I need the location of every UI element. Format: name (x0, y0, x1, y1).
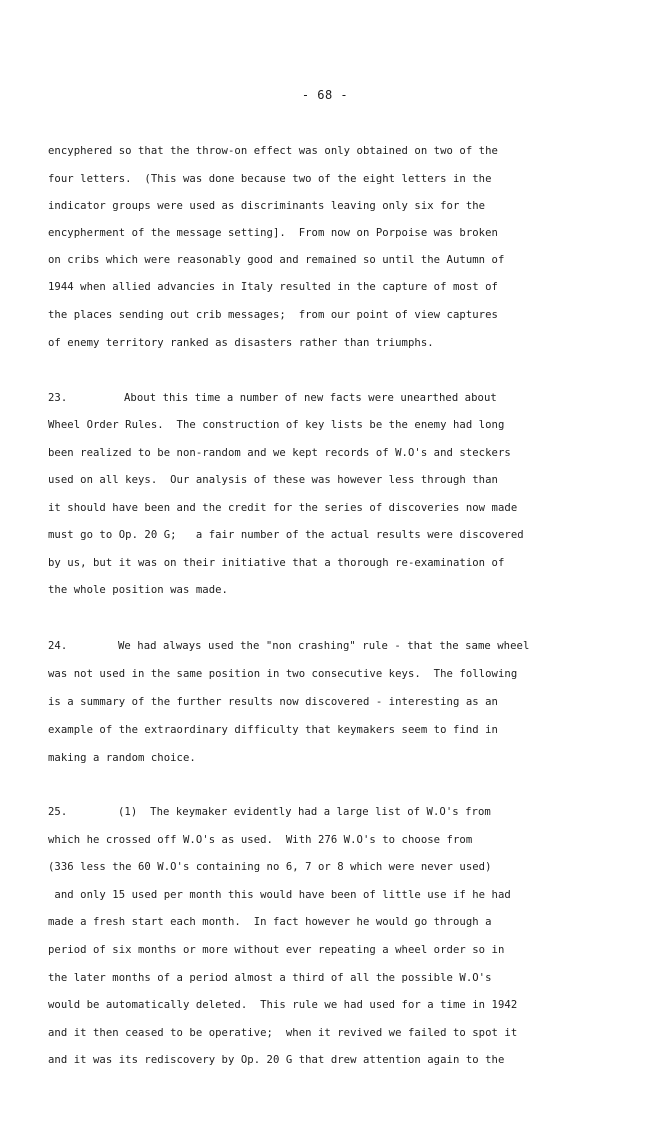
text-line: and it was its rediscovery by Op. 20 G that drew attention again to the (48, 1054, 505, 1066)
text-line: (336 less the 60 W.O's containing no 6, 7 or 8 which were never used) (48, 861, 492, 873)
text-line: the whole position was made. (48, 584, 228, 596)
paragraph-first-line (48, 639, 529, 653)
text-line: About this time a number of new facts were unearthed about (124, 392, 497, 404)
text-line: example of the extraordinary difficulty that keymakers seem to find in (48, 724, 498, 736)
text-line: and it then ceased to be operative; when it revived we failed to spot it (48, 1027, 518, 1039)
paragraph-first-line (48, 805, 491, 819)
text-line: (1) The keymaker evidently had a large list of W.O's from (118, 806, 491, 818)
text-line: indicator groups were used as discriminants leaving only six for the (48, 200, 486, 212)
text-line: 1944 when allied advancies in Italy resulted in the capture of most of (48, 281, 498, 293)
text-line: was not used in the same position in two consecutive keys. The following (48, 668, 518, 680)
text-line: on cribs which were reasonably good and remained so until the Autumn of (48, 254, 505, 266)
paragraph-number: 25. (48, 806, 68, 818)
text-line: it should have been and the credit for the series of discoveries now made (48, 502, 518, 514)
page-number: - 68 - (301, 88, 349, 102)
paragraph-first-line (48, 391, 497, 405)
text-line: encyphered so that the throw-on effect was only obtained on two of the (48, 145, 498, 157)
text-line: would be automatically deleted. This rule we had used for a time in 1942 (48, 999, 518, 1011)
text-line: the later months of a period almost a third of all the possible W.O's (48, 972, 492, 984)
text-line: Wheel Order Rules. The construction of key lists be the enemy had long (48, 419, 505, 431)
text-line: is a summary of the further results now discovered - interesting as an (48, 696, 498, 708)
text-line: made a fresh start each month. In fact however he would go through a (48, 916, 492, 928)
text-line: which he crossed off W.O's as used. With 276 W.O's to choose from (48, 834, 473, 846)
text-line: used on all keys. Our analysis of these was however less through than (48, 474, 498, 486)
text-line: and only 15 used per month this would have been of little use if he had (48, 889, 511, 901)
text-line: encypherment of the message setting]. From now on Porpoise was broken (48, 227, 498, 239)
text-line: of enemy territory ranked as disasters rather than triumphs. (48, 337, 434, 349)
text-line: must go to Op. 20 G; a fair number of the actual results were discovered (48, 529, 524, 541)
paragraph-number: 24. (48, 640, 68, 652)
text-line: period of six months or more without ever repeating a wheel order so in (48, 944, 505, 956)
text-line: making a random choice. (48, 752, 196, 764)
text-line: the places sending out crib messages; from our point of view captures (48, 309, 498, 321)
text-line: We had always used the "non crashing" rule - that the same wheel (118, 640, 530, 652)
paragraph-number: 23. (48, 392, 68, 404)
text-line: been realized to be non-random and we kept records of W.O's and steckers (48, 447, 511, 459)
text-line: by us, but it was on their initiative that a thorough re-examination of (48, 557, 505, 569)
text-line: four letters. (This was done because two of the eight letters in the (48, 173, 492, 185)
